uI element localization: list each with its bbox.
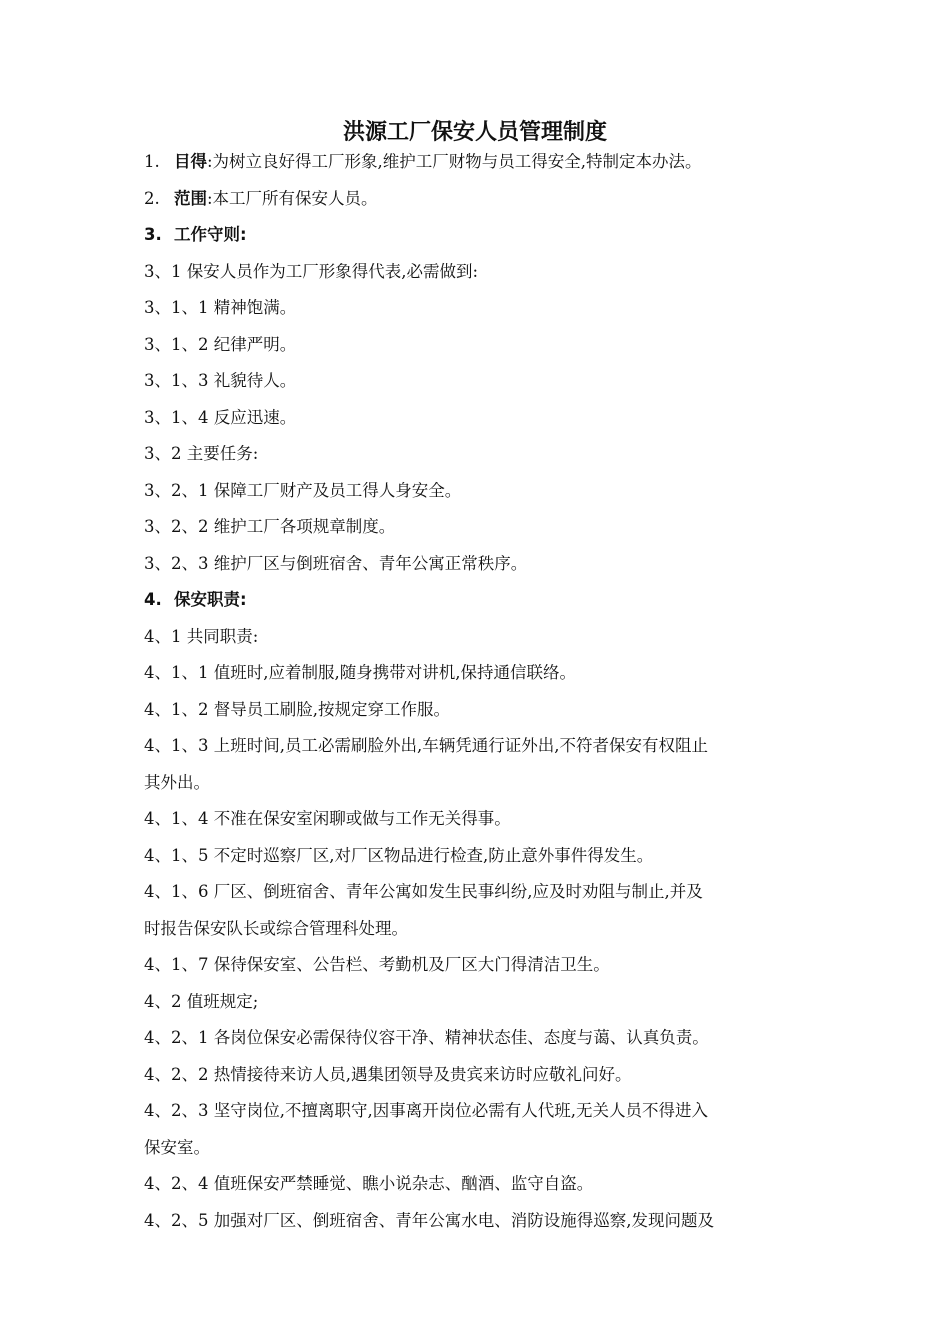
item-keyword: 范围 xyxy=(174,188,207,208)
paragraph-line: 4、1、7 保待保安室、公告栏、考勤机及厂区大门得清洁卫生。 xyxy=(144,955,610,974)
paragraph-line: 4、1、6 厂区、倒班宿舍、青年公寓如发生民事纠纷,应及时劝阻与制止,并及 xyxy=(144,882,703,901)
paragraph-line: 4、1、3 上班时间,员工必需刷脸外出,车辆凭通行证外出,不符者保安有权阻止 xyxy=(144,736,708,755)
section-heading-duties xyxy=(144,582,816,619)
section-heading-work-rules xyxy=(144,217,816,254)
item-text: :为树立良好得工厂形象,维护工厂财物与员工得安全,特制定本办法。 xyxy=(207,152,702,171)
section-number: 4. xyxy=(144,590,162,609)
paragraph-line: 时报告保安队长或综合管理科处理。 xyxy=(144,918,408,938)
paragraph-line: 3、2 主要任务: xyxy=(144,444,259,463)
paragraph-line: 3、1 保安人员作为工厂形象得代表,必需做到: xyxy=(144,261,479,281)
item-text: :本工厂所有保安人员。 xyxy=(207,188,378,208)
item-keyword: 目得 xyxy=(174,152,207,171)
paragraph-line: 4、1、2 督导员工刷脸,按规定穿工作服。 xyxy=(144,699,450,719)
paragraph-line: 4、1、1 值班时,应着制服,随身携带对讲机,保持通信联络。 xyxy=(144,663,576,682)
document-title: 洪源工厂保安人员管理制度 xyxy=(342,120,607,145)
paragraph-line: 3、1、2 纪律严明。 xyxy=(144,334,297,354)
paragraph-line: 3、1、1 精神饱满。 xyxy=(144,298,297,317)
document-body xyxy=(144,144,816,1239)
paragraph-line: 保安室。 xyxy=(144,1137,210,1157)
item-scope xyxy=(144,181,816,218)
paragraph-line: 3、1、3 礼貌待人。 xyxy=(144,371,297,390)
section-number: 3. xyxy=(144,225,162,244)
paragraph-line: 4、1、5 不定时巡察厂区,对厂区物品进行检查,防止意外事件得发生。 xyxy=(144,845,654,865)
paragraph-line: 其外出。 xyxy=(144,772,210,792)
paragraph-line: 3、2、1 保障工厂财产及员工得人身安全。 xyxy=(144,480,462,500)
paragraph-line: 3、1、4 反应迅速。 xyxy=(144,407,297,427)
section-title: 保安职责: xyxy=(174,590,247,609)
item-number: 1. xyxy=(144,152,160,171)
paragraph-line: 4、1、4 不准在保安室闲聊或做与工作无关得事。 xyxy=(144,809,511,828)
paragraph-line: 3、2、2 维护工厂各项规章制度。 xyxy=(144,517,396,536)
paragraph-line: 4、2、2 热情接待来访人员,遇集团领导及贵宾来访时应敬礼问好。 xyxy=(144,1064,632,1084)
paragraph-line: 4、2 值班规定; xyxy=(144,991,259,1011)
paragraph-line: 4、1 共同职责: xyxy=(144,626,259,646)
paragraph-line: 4、2、4 值班保安严禁睡觉、瞧小说杂志、酗酒、监守自盗。 xyxy=(144,1174,594,1193)
paragraph-line: 3、2、3 维护厂区与倒班宿舍、青年公寓正常秩序。 xyxy=(144,553,528,573)
paragraph-line: 4、2、5 加强对厂区、倒班宿舍、青年公寓水电、消防设施得巡察,发现问题及 xyxy=(144,1210,714,1230)
item-purpose xyxy=(144,144,816,181)
paragraph-line: 4、2、3 坚守岗位,不擅离职守,因事离开岗位必需有人代班,无关人员不得进入 xyxy=(144,1101,708,1120)
paragraph-line: 4、2、1 各岗位保安必需保待仪容干净、精神状态佳、态度与蔼、认真负责。 xyxy=(144,1028,709,1047)
item-number: 2. xyxy=(144,188,160,208)
section-title: 工作守则: xyxy=(174,225,247,244)
